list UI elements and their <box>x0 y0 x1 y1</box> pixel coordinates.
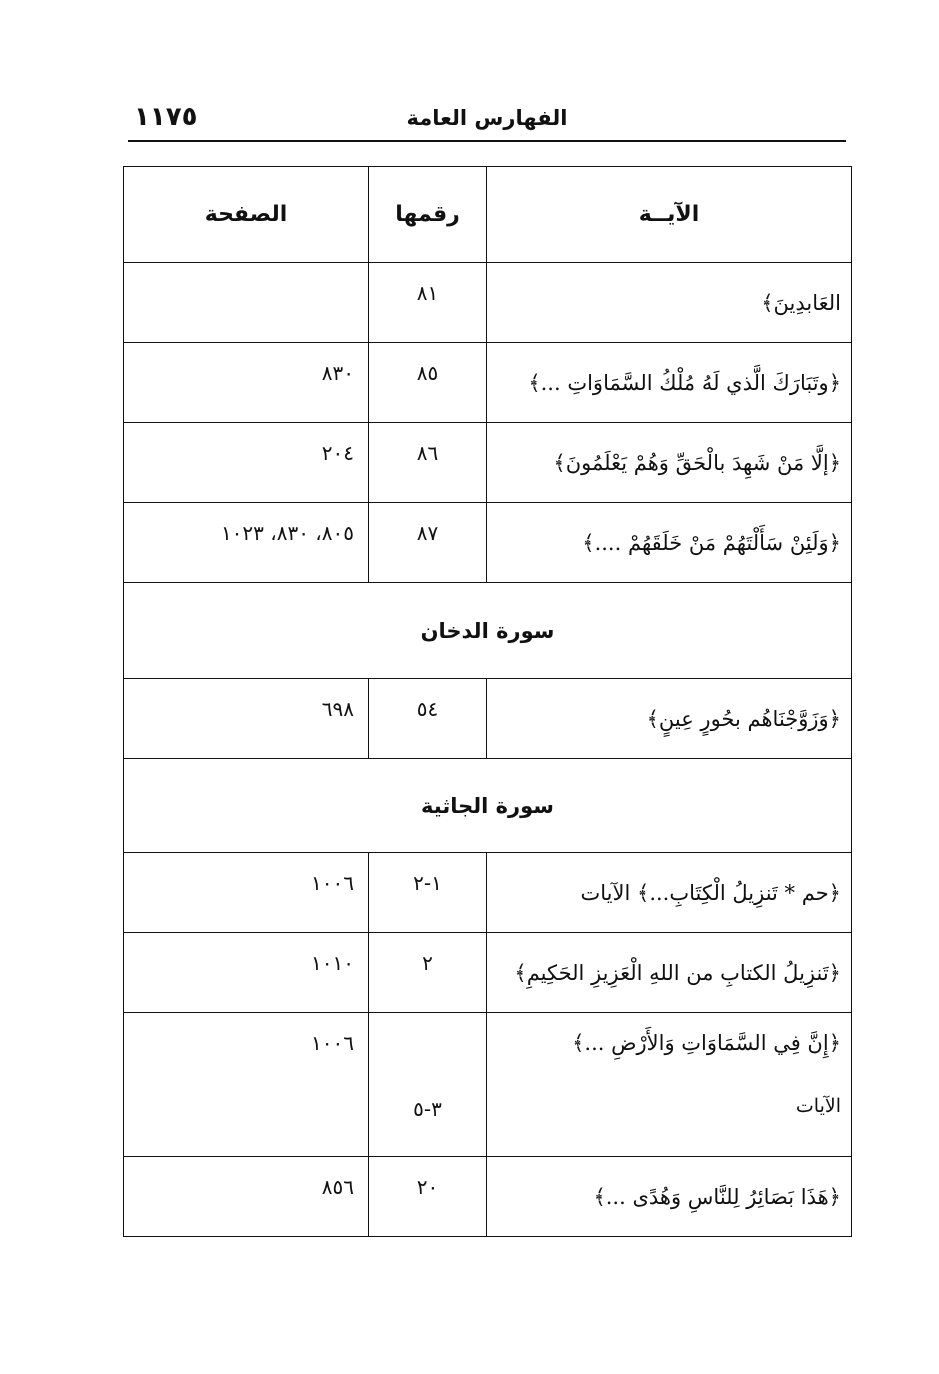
verse-cell: ﴿هَذَا بَصَائِرُ لِلنَّاسِ وَهُدًى ...﴾ <box>487 1157 852 1237</box>
verse-number-cell: ٨٦ <box>369 423 487 503</box>
verse-number-cell: ٨٧ <box>369 503 487 583</box>
surah-title: سورة الدخان <box>124 583 852 679</box>
surah-title: سورة الجاثية <box>124 759 852 853</box>
table-row <box>124 1157 852 1237</box>
column-header-verse: الآيــة <box>487 167 852 263</box>
page-header <box>128 100 846 142</box>
table-row <box>124 263 852 343</box>
page-refs-cell: ٦٩٨ <box>124 679 369 759</box>
page-refs-cell: ١٠١٠ <box>124 933 369 1013</box>
verse-cell: ﴿حم * تَنزِيلُ الْكِتَابِ...﴾ الآيات <box>487 853 852 933</box>
page-refs-cell: ٨٥٦ <box>124 1157 369 1237</box>
table-row <box>124 933 852 1013</box>
table-row <box>124 853 852 933</box>
verse-number-cell: ٢٠ <box>369 1157 487 1237</box>
verse-text: ﴿إِنَّ فِي السَّمَاوَاتِ وَالأَرْضِ ...﴾ <box>572 1031 841 1055</box>
table-row <box>124 1013 852 1157</box>
verse-number-cell: ٨١ <box>369 263 487 343</box>
column-header-page: الصفحة <box>124 167 369 263</box>
column-header-number: رقمها <box>369 167 487 263</box>
page-number: ١١٧٥ <box>134 102 198 132</box>
verse-number-cell: ١-٢ <box>369 853 487 933</box>
verse-cell: ﴿وَزَوَّجْنَاهُم بحُورٍ عِينٍ﴾ <box>487 679 852 759</box>
page-refs-cell <box>124 263 369 343</box>
table-row <box>124 343 852 423</box>
verse-index-table <box>123 166 852 1237</box>
page-refs-cell: ٢٠٤ <box>124 423 369 503</box>
verse-number-cell: ٥٤ <box>369 679 487 759</box>
table-row <box>124 679 852 759</box>
verse-number-cell <box>369 1013 487 1157</box>
page-refs-cell: ١٠٠٦ <box>124 853 369 933</box>
verse-cell: ﴿وتَبَارَكَ الَّذي لَهُ مُلْكُ السَّمَاوَاتِ ...﴾ <box>487 343 852 423</box>
verse-number-cell: ٢ <box>369 933 487 1013</box>
page-refs-cell: ٨٣٠ <box>124 343 369 423</box>
verse-cell: ﴿وَلَئِنْ سَأَلْتَهُمْ مَنْ خَلَقَهُمْ ....﴾ <box>487 503 852 583</box>
verse-number: ٣-٥ <box>413 1097 442 1121</box>
verse-number-cell: ٨٥ <box>369 343 487 423</box>
table-header-row <box>124 167 852 263</box>
verse-cell: ﴿تَنزِيلُ الكتابِ من اللهِ الْعَزِيزِ الحَكِيمِ﴾ <box>487 933 852 1013</box>
table-row <box>124 503 852 583</box>
page-refs-cell: ٨٠٥، ٨٣٠، ١٠٢٣ <box>124 503 369 583</box>
verse-cell: العَابدِينَ﴾ <box>487 263 852 343</box>
verse-range-note: الآيات <box>795 1095 841 1117</box>
verse-cell <box>487 1013 852 1157</box>
running-title: الفهارس العامة <box>406 106 568 130</box>
table-row <box>124 423 852 503</box>
page-refs-cell: ١٠٠٦ <box>124 1013 369 1157</box>
surah-heading-row <box>124 583 852 679</box>
surah-heading-row <box>124 759 852 853</box>
verse-cell: ﴿إلَّا مَنْ شَهِدَ بالْحَقِّ وَهُمْ يَعْلَمُونَ﴾ <box>487 423 852 503</box>
